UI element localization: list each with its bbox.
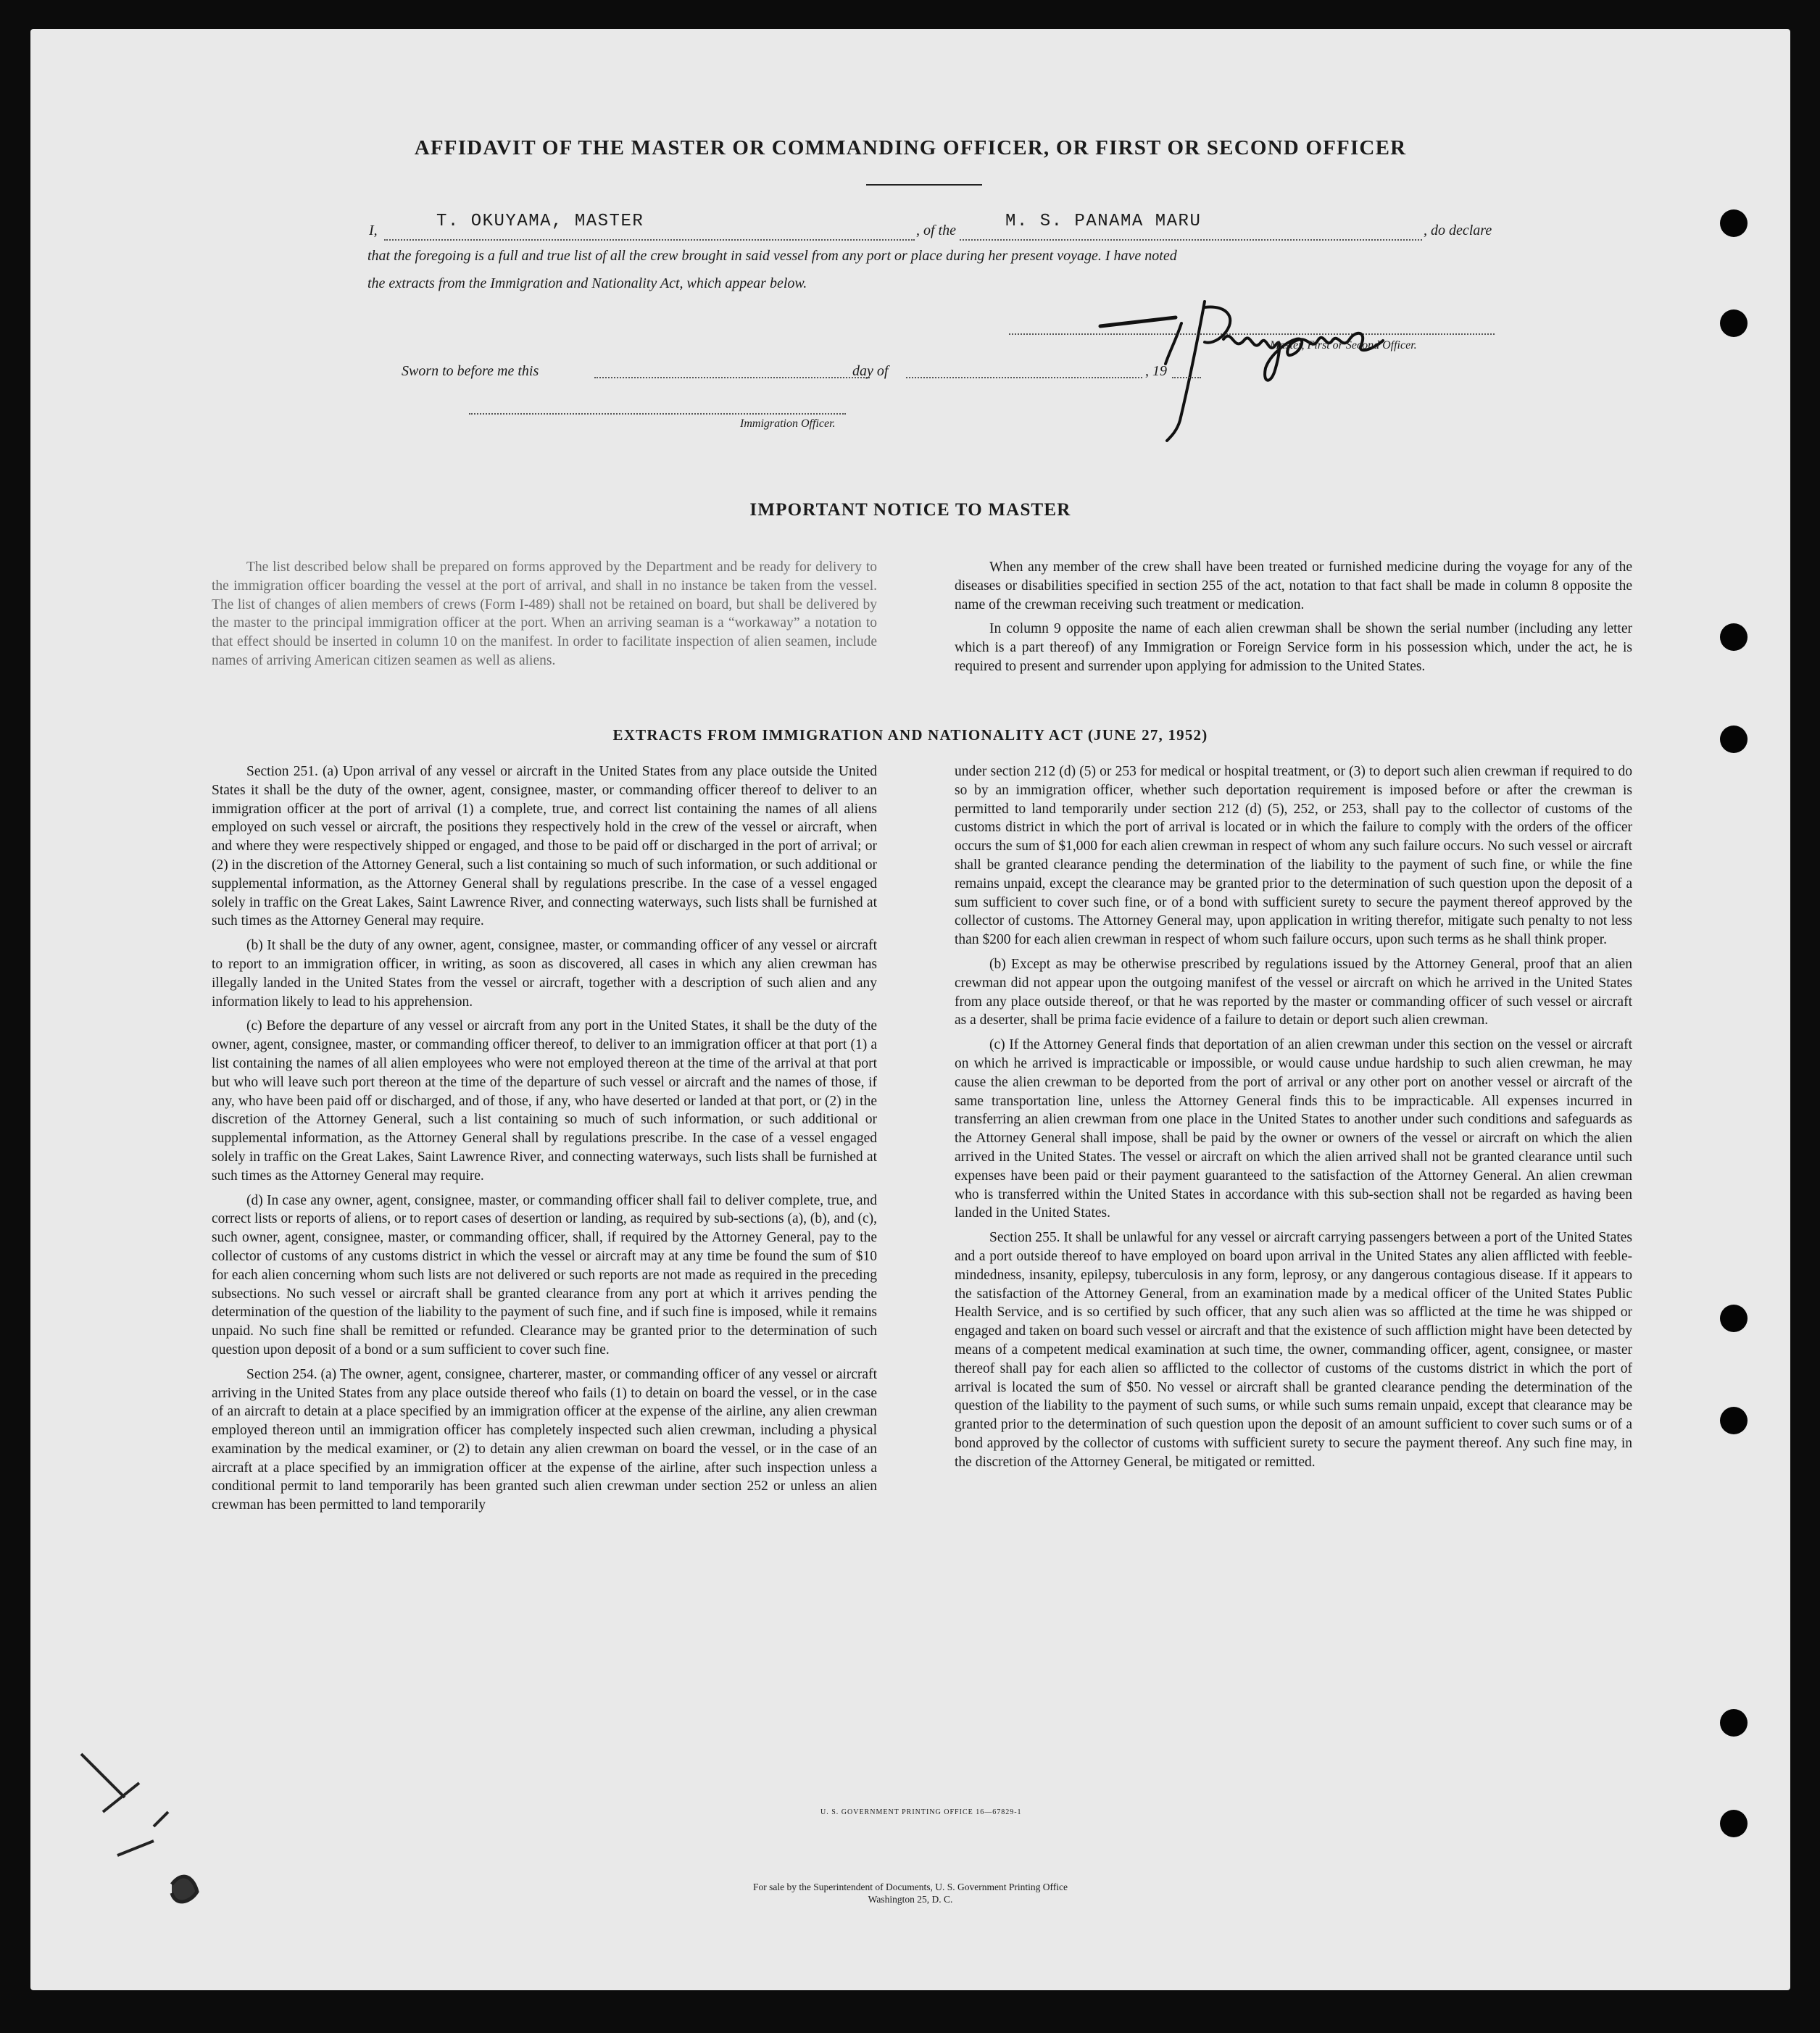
sworn-day-line: [594, 377, 870, 378]
vessel-name-line: [960, 239, 1422, 241]
sale-line-1: For sale by the Superintendent of Documents, U. S. Government Printing Office: [753, 1882, 1068, 1892]
sworn-label: Sworn to before me this: [402, 363, 539, 379]
punch-hole: [1720, 1305, 1748, 1332]
officer-signature-line: [469, 413, 846, 415]
document-page: [30, 29, 1790, 1990]
section-251d: (d) In case any owner, agent, consignee, master, or commanding officer shall fail to deliver complete, true, and correct lists or reports of aliens, or to report cases of desertion or landing, as required by sub-sections (a), (b), and (c), such owner, agent, consignee, master, or commanding officer, shall, if required by the Attorney General, pay to the collector of customs of any customs district in which the vessel or aircraft may at any time be found the sum of $10 for each alien concerning whom such lists are not delivered or such reports are not made as required in the preceding subsections. No such vessel or aircraft shall be granted clearance from any port at which it arrives pending the determination of the question of the liability to the payment of such fine, and if such fine is imposed, while it remains unpaid. No such fine shall be remitted or refunded. Clearance may be granted prior to the determination of such question upon deposit of a bond or a sum sufficient to cover such fine.: [212, 1192, 877, 1358]
notice-right-column: [955, 558, 1632, 682]
declaration-line-2: the extracts from the Immigration and Nationality Act, which appear below.: [367, 275, 807, 291]
section-251c: (c) Before the departure of any vessel or aircraft from any port in the United States, it shall be the duty of the owner, agent, consignee, master, or commanding officer thereof, to deliver to an immigration officer at that port (1) a list containing the names of all alien employees who were not employed thereon at the time of the arrival at that port but who will leave such port thereon at the time of the departure of such vessel or aircraft and the names of those, if any, who have been paid off or discharged, and of those, if any, who have deserted or landed at that port, or (2) in the discretion of the Attorney General, such a list containing so much of such information, or such additional or supplemental information, as the Attorney General shall by regulations prescribe. In the case of a vessel engaged solely in traffic on the Great Lakes, Saint Lawrence River, and connecting waterways, such lists shall be furnished at such times as the Attorney General may require.: [212, 1018, 877, 1184]
punch-hole: [1720, 309, 1748, 337]
section-251b: (b) It shall be the duty of any owner, agent, consignee, master, or commanding officer of any vessel or aircraft to report to an immigration officer, in writing, as soon as discovered, all cases in which any alien crewman has illegally landed in the United States from the vessel or aircraft, together with a description of such alien and any information likely to lead to his apprehension.: [212, 938, 877, 1010]
section-251a: Section 251. (a) Upon arrival of any vessel or aircraft in the United States from any place outside the United States it shall be the duty of the owner, agent, consignee, master, or commanding officer thereof to deliver to an immigration officer at the port of arrival (1) a complete, true, and correct list containing the names of all aliens employed on such vessel or aircraft, the positions they respectively hold in the crew of the vessel or aircraft, when and where they were respectively shipped or engaged, and those to be paid off or discharged in the port of arrival; or (2) in the discretion of the Attorney General, such a list containing so much of such information, or such additional or supplemental information, as the Attorney General shall by regulations prescribe. In the case of a vessel engaged solely in traffic on the Great Lakes, Saint Lawrence River, and connecting waterways, such lists shall be furnished at such times as the Attorney General may require.: [212, 764, 877, 929]
punch-hole: [1720, 726, 1748, 753]
sworn-month-line: [906, 377, 1142, 378]
punch-hole: [1720, 623, 1748, 651]
sale-line-2: Washington 25, D. C.: [868, 1894, 953, 1905]
master-signature: [1096, 297, 1400, 449]
affidavit-heading: AFFIDAVIT OF THE MASTER OR COMMANDING OFFICER, OR FIRST OR SECOND OFFICER: [414, 136, 1407, 159]
punch-hole: [1720, 1407, 1748, 1434]
section-254a: Section 254. (a) The owner, agent, consignee, charterer, master, or commanding officer of any vessel or aircraft arriving in the United States from any place outside thereof who fails (1) to detain on board the vessel, or in the case of an aircraft to detain at a place specified by an immigration officer at the expense of the airline, any alien crewman employed thereon until an immigration officer has completely inspected such alien crewman, including a physical examination by the medical examiner, or (2) to detain any alien crewman on board the vessel, or in the case of an aircraft at a place specified by an immigration officer at the expense of the airline, after such inspection unless a conditional permit to land temporarily has been granted such alien crewman under section 252 or unless an alien crewman has been permitted to land temporarily: [212, 1366, 877, 1513]
extracts-right-column: [955, 762, 1632, 1477]
vessel-name-field: M. S. PANAMA MARU: [1005, 212, 1202, 231]
section-255: Section 255. It shall be unlawful for any vessel or aircraft carrying passengers between a port of the United States and a port outside thereof to have employed on board upon arrival in the United States any alien afflicted with feeble-mindedness, insanity, epilepsy, tuberculosis in any form, leprosy, or any dangerous contagious disease. If it appears to the satisfaction of the Attorney General, from an examination made by a medical officer of the United States Public Health Service, and is so certified by such officer, that any such alien was so afflicted at the time he was shipped or engaged and taken on board such vessel or aircraft and that the existence of such affliction might have been detected by means of a competent medical examination at such time, the owner, commanding officer, agent, consignee, or master thereof shall pay for each alien so afflicted to the collector of customs of the customs district in which the port of arrival is located the sum of $50. No vessel or aircraft shall be granted clearance pending the determination of the question of the liability to the payment of such sums, or while such sums remain unpaid, except that clearance may be granted prior to the determination of such question upon the deposit of an amount sufficient to cover such sums or of a bond approved by the collector of customs with sufficient surety to secure the payment thereof. Any such fine may, in the discretion of the Attorney General, be mitigated or remitted.: [955, 1230, 1632, 1470]
notice-right-paragraph-2: In column 9 opposite the name of each alien crewman shall be shown the serial number (including any letter which is a part thereof) of any Immigration or Foreign Service form in his possession which, under the act, he is required to present and surrender upon applying for admission to the United States.: [955, 621, 1632, 674]
master-name-line: [384, 239, 915, 241]
year-label: , 19: [1145, 363, 1167, 379]
printing-office-code: U. S. GOVERNMENT PRINTING OFFICE 16—67829-1: [820, 1808, 1022, 1816]
notice-left-column: [212, 558, 877, 676]
notice-left-paragraph: The list described below shall be prepared on forms approved by the Department and be ready for delivery to the immigration officer boarding the vessel at the port of arrival, and shall in no instance be taken from the vessel. The list of changes of alien members of crews (Form I-489) shall not be retained on board, but shall be delivered by the master to the principal immigration officer at the port. When an arriving seaman is a “workaway” a notation to that effect should be inserted in column 10 on the manifest. In order to facilitate inspection of alien seamen, include names of arriving American citizen seamen as well as aliens.: [212, 560, 877, 668]
signature-caption: Master, First or Second Officer.: [1270, 339, 1417, 352]
extracts-left-column: [212, 762, 877, 1521]
do-declare-label: , do declare: [1424, 223, 1492, 238]
of-the-label: , of the: [916, 223, 956, 238]
punch-hole: [1720, 1810, 1748, 1837]
sale-notice: [30, 1881, 1790, 1905]
section-254b: (b) Except as may be otherwise prescribed by regulations issued by the Attorney General, proof that an alien crewman did not appear upon the outgoing manifest of the vessel or aircraft on which he arrived in the United States from any place outside thereof, or that he was reported by the master or commanding officer of such vessel or aircraft as a deserter, shall be prima facie evidence of a failure to detain or deport such alien crewman.: [955, 956, 1632, 1028]
notice-title: IMPORTANT NOTICE TO MASTER: [749, 500, 1071, 520]
scan-smudge-mark: [74, 1725, 204, 1913]
punch-hole: [1720, 1709, 1748, 1737]
officer-caption: Immigration Officer.: [740, 417, 836, 430]
section-254c: (c) If the Attorney General finds that deportation of an alien crewman under this section on the vessel or aircraft on which he arrived is impracticable or impossible, or would cause undue hardship to such alien crewman, he may cause the alien crewman to be deported from the port of arrival or any other port on another vessel or aircraft of the same transportation line, unless the Attorney General finds this to be impracticable. All expenses incurred in transferring an alien crewman from one place in the United States to another under such conditions and safeguards as the Attorney General shall impose, shall be paid by the owner or owners of the vessel or aircraft on which the alien arrived in the United States. The vessel or aircraft on which the alien arrived shall not be granted clearance until such expenses have been paid or their payment guaranteed to the satisfaction of the Attorney General. An alien crewman who is transferred within the United States in accordance with this sub-section shall not be regarded as having been landed in the United States.: [955, 1037, 1632, 1221]
section-254a-continued: under section 212 (d) (5) or 253 for medical or hospital treatment, or (3) to deport such alien crewman if required to do so by an immigration officer, whether such deportation requirement is imposed before or after the crewman is permitted to land temporarily under section 212 (d) (5), 252, or 253, shall pay to the collector of customs of the customs district in which the port of arrival is located or in which the failure to comply with the orders of the officer occurs the sum of $1,000 for each alien crewman in respect of whom any such failure occurs. No such vessel or aircraft shall be granted clearance pending the determination of the liability to the payment of such fine, or while the fine remains unpaid, except the clearance may be granted prior to the determination of such question upon the deposit of a sum sufficient to cover such fine, or of a bond with sufficient surety to secure the payment thereof approved by the collector of customs. The Attorney General may, upon application in writing therefor, mitigate such penalty to not less than $200 for each alien crewman in respect of whom such failure occurs, upon such terms as he shall think proper.: [955, 764, 1632, 948]
declaration-line-1: that the foregoing is a full and true list of all the crew brought in said vessel from any port or place during her present voyage. I have noted: [367, 248, 1177, 264]
notice-right-paragraph-1: When any member of the crew shall have been treated or furnished medicine during the voyage for any of the diseases or disabilities specified in section 255 of the act, notation to that fact shall be made in column 8 opposite the name of the crewman receiving such treatment or medication.: [955, 560, 1632, 612]
master-name-field: T. OKUYAMA, MASTER: [436, 212, 644, 231]
day-of-label: day of: [852, 363, 889, 379]
punch-hole: [1720, 209, 1748, 237]
heading-rule: [866, 184, 982, 186]
extracts-title: EXTRACTS FROM IMMIGRATION AND NATIONALITY ACT (JUNE 27, 1952): [612, 726, 1208, 744]
i-label: I,: [369, 223, 378, 238]
sworn-year-line: [1172, 377, 1201, 378]
